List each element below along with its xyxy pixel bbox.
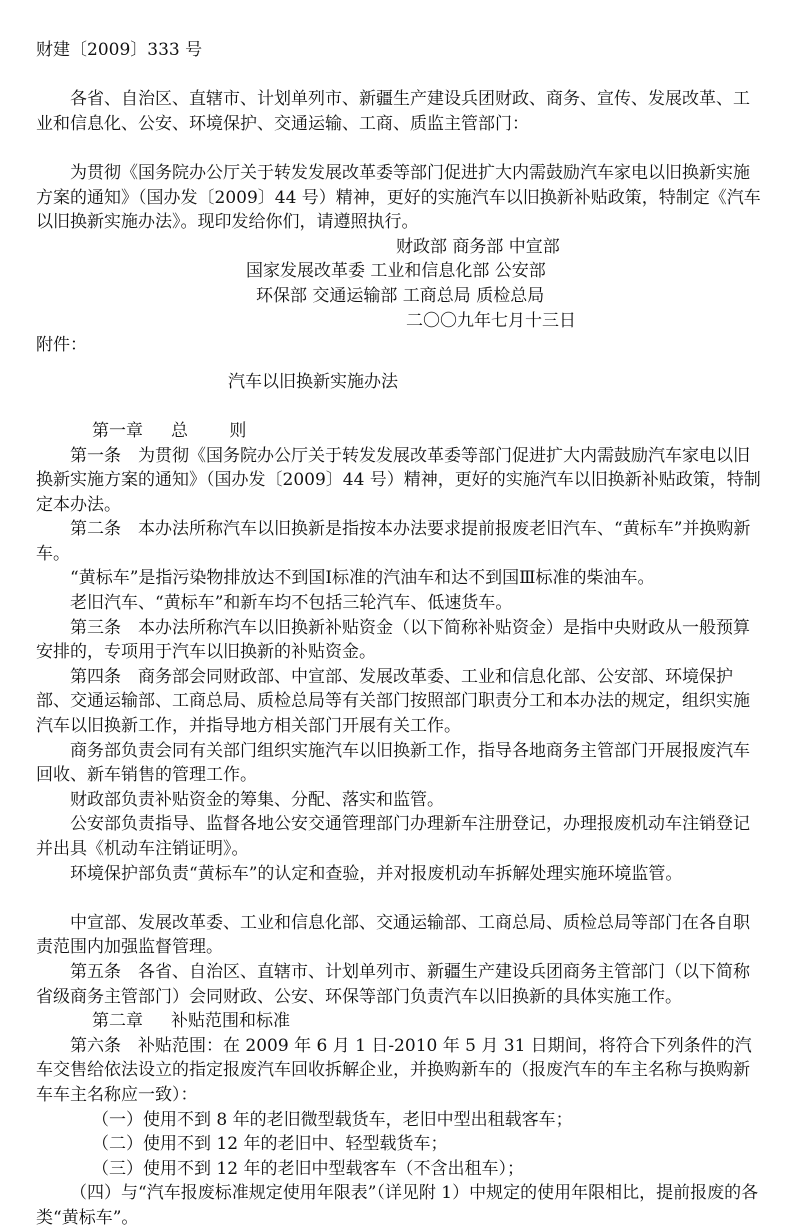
issuer-line: 环保部 交通运输部 工商总局 质检总局 — [256, 285, 545, 306]
list-item: （一）使用不到 8 年的老旧微型载货车，老旧中型出租载客车； — [92, 1109, 573, 1130]
paragraph: 中宣部、发展改革委、工业和信息化部、交通运输部、工商总局、质检总局等部门在各自职责范围内加强监督管理。 — [36, 912, 750, 958]
issue-date: 二〇〇九年七月十三日 — [406, 310, 576, 331]
article — [36, 665, 766, 739]
chapter-heading — [36, 419, 766, 444]
paragraph: 环境保护部负责“黄标车”的认定和查验，并对报废机动车拆解处理实施环境监管。 — [70, 863, 683, 884]
issuer-line: 财政部 商务部 中宣部 — [396, 236, 560, 257]
document-page — [36, 38, 766, 1231]
article-text: 本办法所称汽车以旧换新是指按本办法要求提前报废老旧汽车、“黄标车”并换购新车。 — [36, 519, 751, 564]
document-number: 财建〔2009〕333 号 — [36, 40, 203, 60]
article-text: 本办法所称汽车以旧换新补贴资金（以下简称补贴资金）是指中央财政从一般预算安排的，专项用于汽车以旧换新的补贴资金。 — [36, 617, 750, 663]
article-text: 各省、自治区、直辖市、计划单列市、新疆生产建设兵团商务主管部门（以下简称省级商务主管部门）会同财政、公安、环保等部门负责汽车以旧换新的具体实施工作。 — [36, 961, 750, 1007]
article-number: 第六条 — [70, 1035, 121, 1056]
paragraph: 商务部负责会同有关部门组织实施汽车以旧换新工作，指导各地商务主管部门开展报废汽车回收、新车销售的管理工作。 — [36, 740, 750, 786]
article-number: 第四条 — [70, 666, 121, 687]
list-item: （二）使用不到 12 年的老旧中、轻型载货车； — [92, 1134, 448, 1155]
article-number: 第一条 — [70, 445, 121, 466]
notice-body: 为贯彻《国务院办公厅关于转发发展改革委等部门促进扩大内需鼓励汽车家电以旧换新实施方案的通知》（国办发〔2009〕44 号）精神，更好的实施汽车以旧换新补贴政策，特制定《汽车以旧换新实施办法》。现印发给你们，请遵照执行。 — [36, 162, 761, 233]
paragraph: “黄标车”是指污染物排放达不到国Ⅰ标准的汽油车和达不到国Ⅲ标准的柴油车。 — [70, 568, 655, 589]
article-text: 补贴范围：在 2009 年 6 月 1 日-2010 年 5 月 31 日期间，将符合下列条件的汽车交售给依法设立的指定报废汽车回收拆解企业，并换购新车的（报废汽车的车主名称与换购新车车主名称应一致）： — [36, 1035, 752, 1105]
attachment-label: 附件： — [36, 335, 87, 356]
article-number: 第二条 — [70, 519, 121, 540]
article — [36, 444, 766, 518]
paragraph: 老旧汽车、“黄标车”和新车均不包括三轮汽车、低速货车。 — [70, 593, 513, 614]
chapter-number: 第二章 — [92, 1011, 143, 1032]
article — [36, 960, 766, 1009]
article-number: 第五条 — [70, 961, 121, 982]
article — [36, 616, 766, 665]
article-text: 商务部会同财政部、中宣部、发展改革委、工业和信息化部、公安部、环境保护部、交通运输部、工商总局、质检总局等有关部门按照部门职责分工和本办法的规定，组织实施汽车以旧换新工作，并指导地方相关部门开展有关工作。 — [36, 666, 750, 737]
article — [36, 517, 766, 566]
list-item: （三）使用不到 12 年的老旧中型载客车（不含出租车）； — [92, 1158, 524, 1179]
chapter-heading — [36, 1009, 766, 1034]
article-text: 为贯彻《国务院办公厅关于转发发展改革委等部门促进扩大内需鼓励汽车家电以旧换新实施方案的通知》（国办发〔2009〕44 号）精神，更好的实施汽车以旧换新补贴政策，特制定本办法。 — [36, 445, 761, 515]
article-number: 第三条 — [70, 617, 121, 638]
chapter-title: 总 则 — [171, 420, 265, 441]
paragraph: 公安部负责指导、监督各地公安交通管理部门办理新车注册登记，办理报废机动车注销登记并出具《机动车注销证明》。 — [36, 814, 750, 859]
attachment-title: 汽车以旧换新实施办法 — [228, 371, 398, 392]
addressees: 各省、自治区、直辖市、计划单列市、新疆生产建设兵团财政、商务、宣传、发展改革、工业和信息化、公安、环境保护、交通运输、工商、质监主管部门： — [36, 89, 750, 134]
chapter-number: 第一章 — [92, 420, 143, 441]
paragraph: 财政部负责补贴资金的筹集、分配、落实和监管。 — [70, 789, 444, 810]
article — [36, 1034, 766, 1108]
list-item: （四）与“汽车报废标准规定使用年限表”（详见附 1）中规定的使用年限相比，提前报废的各类“黄标车”。 — [36, 1183, 759, 1228]
chapter-title: 补贴范围和标准 — [171, 1011, 290, 1032]
issuer-line: 国家发展改革委 工业和信息化部 公安部 — [246, 261, 546, 282]
